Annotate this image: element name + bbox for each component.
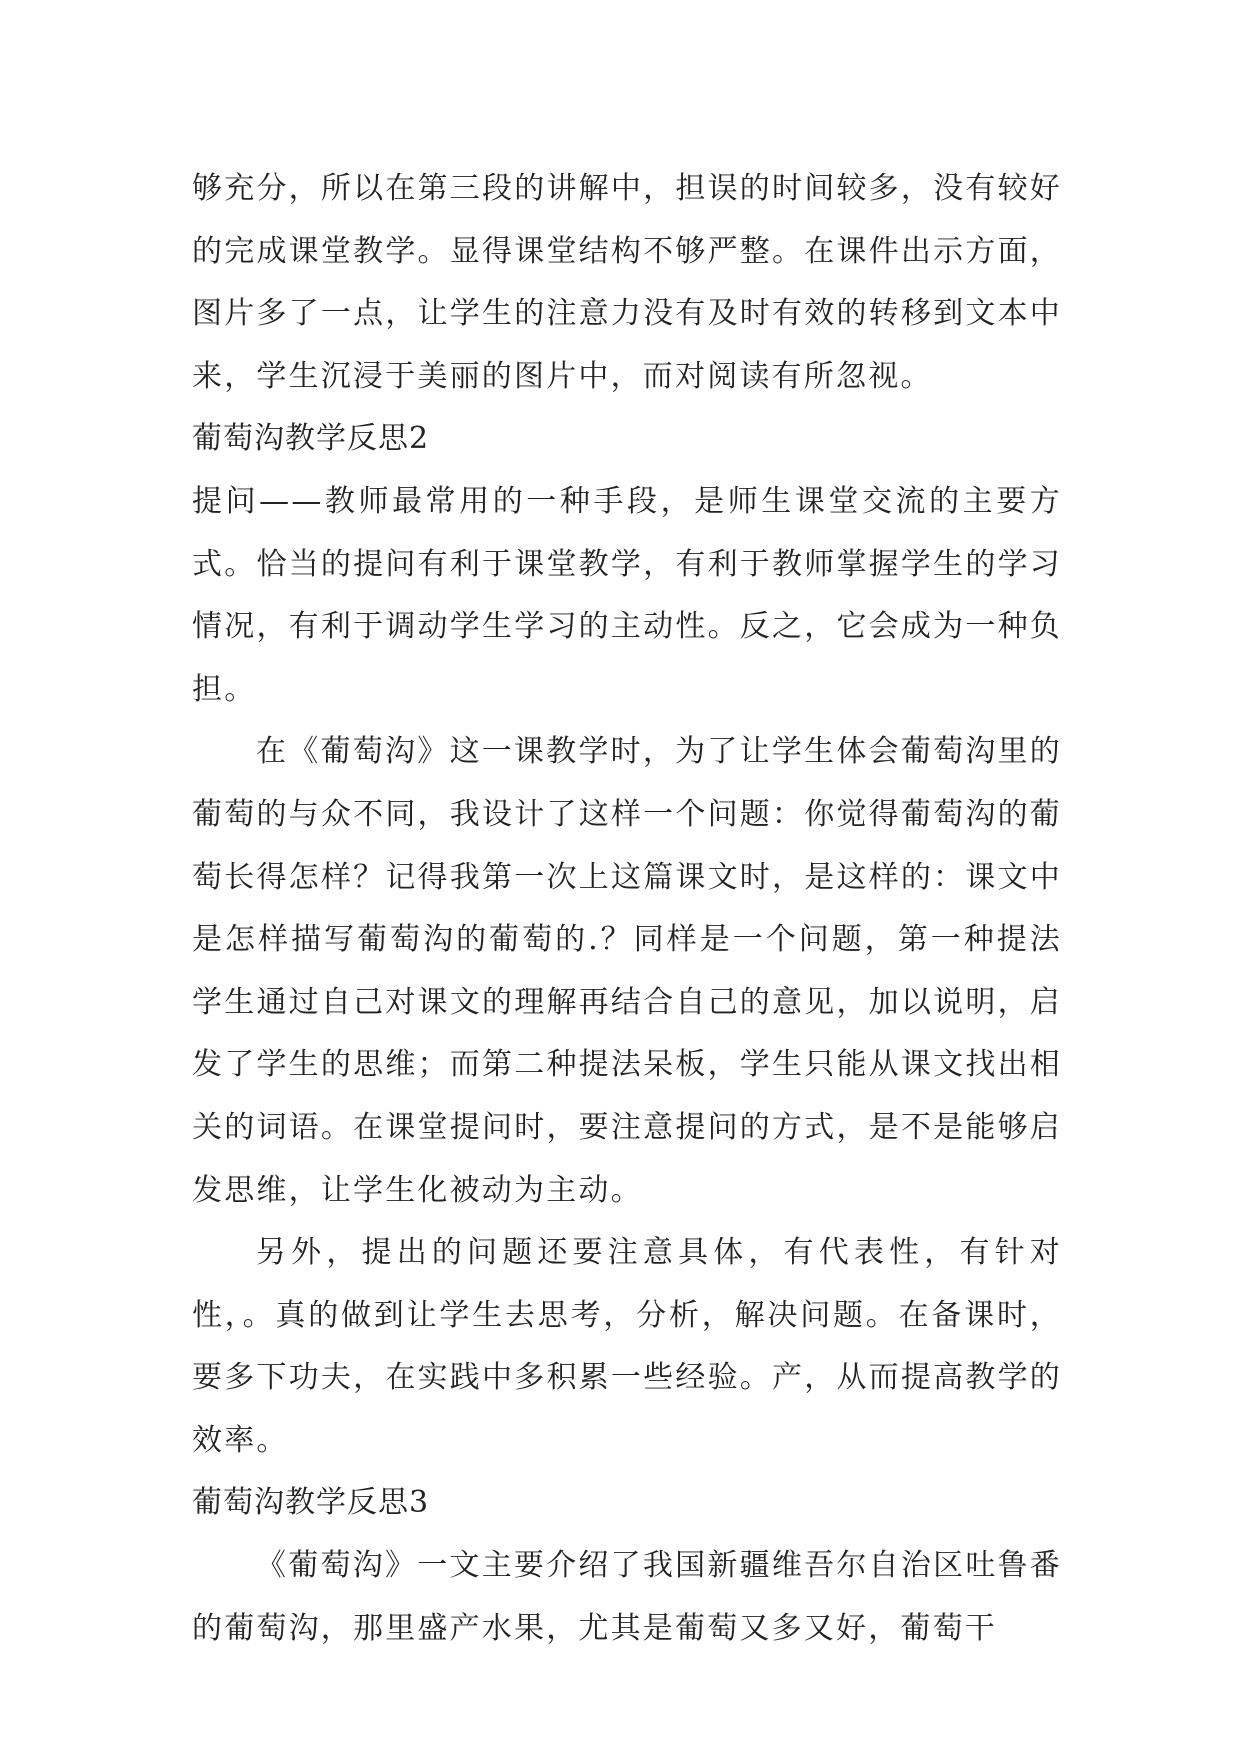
paragraph-additionally: 另外，提出的问题还要注意具体，有代表性，有针对性，。真的做到让学生去思考，分析，解决问题。在备课时，要多下功夫，在实践中多积累一些经验。产，从而提高教学的效率。 bbox=[192, 1235, 1062, 1458]
section-heading-3: 葡萄沟教学反思3 bbox=[192, 1485, 430, 1521]
paragraph-questioning: 提问——教师最常用的一种手段，是师生课堂交流的主要方式。恰当的提问有利于课堂教学，有利于教师掌握学生的学习情况，有利于调动学生学习的主动性。反之，它会成为一种负担。 bbox=[192, 483, 1062, 707]
paragraph-lesson-example: 在《葡萄沟》这一课教学时，为了让学生体会葡萄沟里的葡萄的与众不同，我设计了这样一个问题：你觉得葡萄沟的葡萄长得怎样？记得我第一次上这篇课文时，是这样的：课文中是怎样描写葡萄沟的葡萄的.？同样是一个问题，第一种提法学生通过自己对课文的理解再结合自己的意见，加以说明，启发了学生的思维；而第二种提法呆板，学生只能从课文找出相关的词语。在课堂提问时，要注意提问的方式，是不是能够启发思维，让学生化被动为主动。 bbox=[192, 734, 1062, 1208]
section-heading-2: 葡萄沟教学反思2 bbox=[192, 421, 430, 457]
paragraph-intro-3: 《葡萄沟》一文主要介绍了我国新疆维吾尔自治区吐鲁番的葡萄沟，那里盛产水果，尤其是葡萄又多又好，葡萄干 bbox=[192, 1548, 1062, 1646]
document-body bbox=[192, 158, 1062, 1660]
paragraph-continued: 够充分，所以在第三段的讲解中，担误的时间较多，没有较好的完成课堂教学。显得课堂结构不够严整。在课件出示方面，图片多了一点，让学生的注意力没有及时有效的转移到文本中来，学生沉浸于美丽的图片中，而对阅读有所忽视。 bbox=[192, 171, 1062, 394]
